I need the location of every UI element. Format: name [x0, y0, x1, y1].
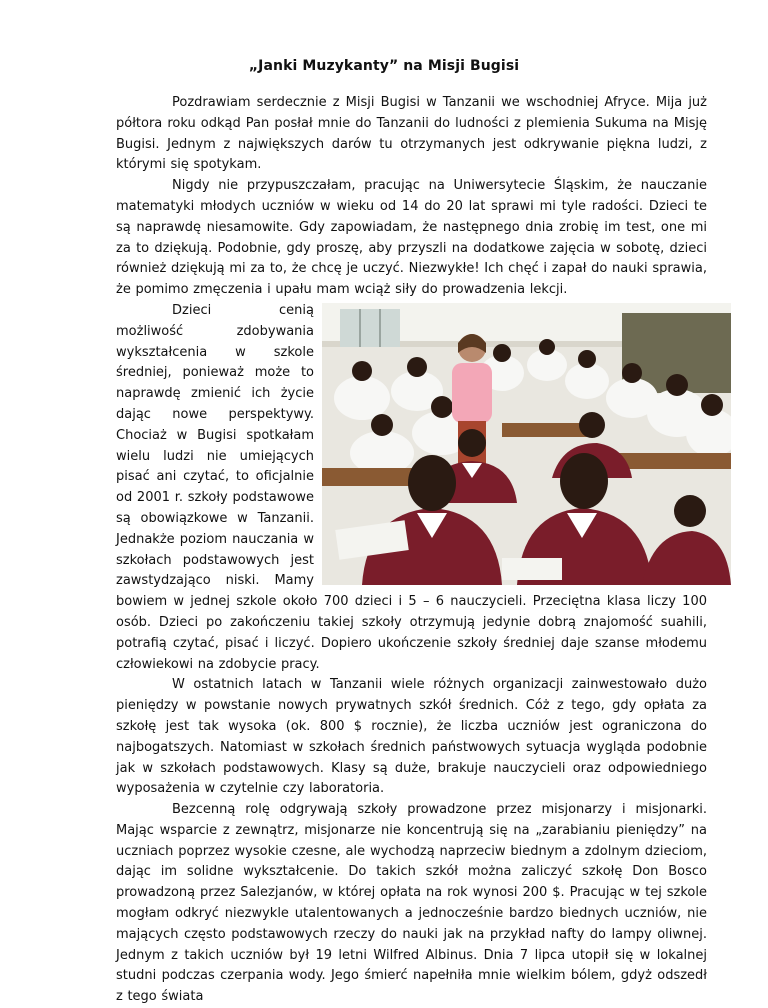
article-body: [116, 93, 707, 1008]
paragraph-4: W ostatnich latach w Tanzanii wiele różnych organizacji zainwestowało dużo pieniędzy w powstanie nowych prywatnych szkół średnich. Cóż z tego, gdy opłata za szkołę jest tak wysoka (ok. 800 $ rocznie), że liczba uczniów jest ograniczona do najbogatszych. Natomiast w szkołach średnich państwowych sytuacja wygląda podobnie jak w szkołach podstawowych. Klasy są duże, brakuje nauczycieli oraz odpowiedniego wyposażenia w czytelnie czy laboratoria.: [116, 677, 707, 797]
paragraph-5: Bezcenną rolę odgrywają szkoły prowadzone przez misjonarzy i misjonarki. Mając wsparcie z zewnątrz, misjonarze nie koncentrują się na „zarabianiu pieniędzy” na uczniach poprzez wysokie czesne, ale wychodzą naprzeciw biednym a zdolnym dzieciom, dając im solidne wykształcenie. Do takich szkół można zaliczyć szkołę Don Bosco prowadzoną przez Salezjanów, w której opłata na rok wynosi 200 $. Pracując w tej szkole mogłam odkryć niezwykle utalentowanych a jednocześnie bardzo biednych uczniów, nie mających często podstawowych rzeczy do nauki jak na przykład nafty do lampy oliwnej. Jednym z takich uczniów był 19 letni Wilfred Albinus. Dnia 7 lipca utopił się w lokalnej studni podczas czerpania wody. Jego śmierć napełniła mnie wielkim bólem, gdyż odszedł z tego świata: [116, 802, 707, 1005]
paragraph-1: Pozdrawiam serdecznie z Misji Bugisi w Tanzanii we wschodniej Afryce. Mija już półtora roku odkąd Pan posłał mnie do Tanzanii do ludności z plemienia Sukuma na Misję Bugisi. Jednym z największych darów tu otrzymanych jest odkrywanie piękna ludzi, z którymi się spotykam.: [116, 95, 707, 173]
classroom-photo: [322, 303, 731, 585]
paragraph-3: Dzieci cenią możliwość zdobywania wykształcenia w szkole średniej, ponieważ może to naprawdę zmienić ich życie dając nowe perspektywy. Chociaż w Bugisi spotkałam wielu ludzi nie umiejących pisać ani czytać, to oficjalnie od 2001 r. szkoły podstawowe są obowiązkowe w Tanzanii. Jednakże poziom nauczania w szkołach podstawowych jest zawstydzająco niski. Mamy bowiem w jednej szkole około 700 dzieci i 5 – 6 nauczycieli. Przeciętna klasa liczy 100 osób. Dzieci po zakończeniu takiej szkoły otrzymują jedynie dobrą znajomość suahili, potrafią czytać, pisać i liczyć. Dopiero ukończenie szkoły średniej daje szanse młodemu człowiekowi na zdobycie pracy.: [116, 302, 707, 672]
paragraph-2: Nigdy nie przypuszczałam, pracując na Uniwersytecie Śląskim, że nauczanie matematyki młodych uczniów w wieku od 14 do 20 lat sprawi mi tyle radości. Dzieci te są naprawdę niesamowite. Gdy zapowiadam, że następnego dnia zrobię im test, one mi za to dziękują. Podobnie, gdy proszę, aby przyszli na dodatkowe zajęcia w sobotę, dzieci również dziękują mi za to, że chcę je uczyć. Niezwykłe! Ich chęć i zapał do nauki sprawia, że pomimo zmęczenia i upału mam wciąż siły do prowadzenia lekcji.: [116, 178, 707, 298]
page-title: „Janki Muzykanty” na Misji Bugisi: [248, 58, 520, 74]
